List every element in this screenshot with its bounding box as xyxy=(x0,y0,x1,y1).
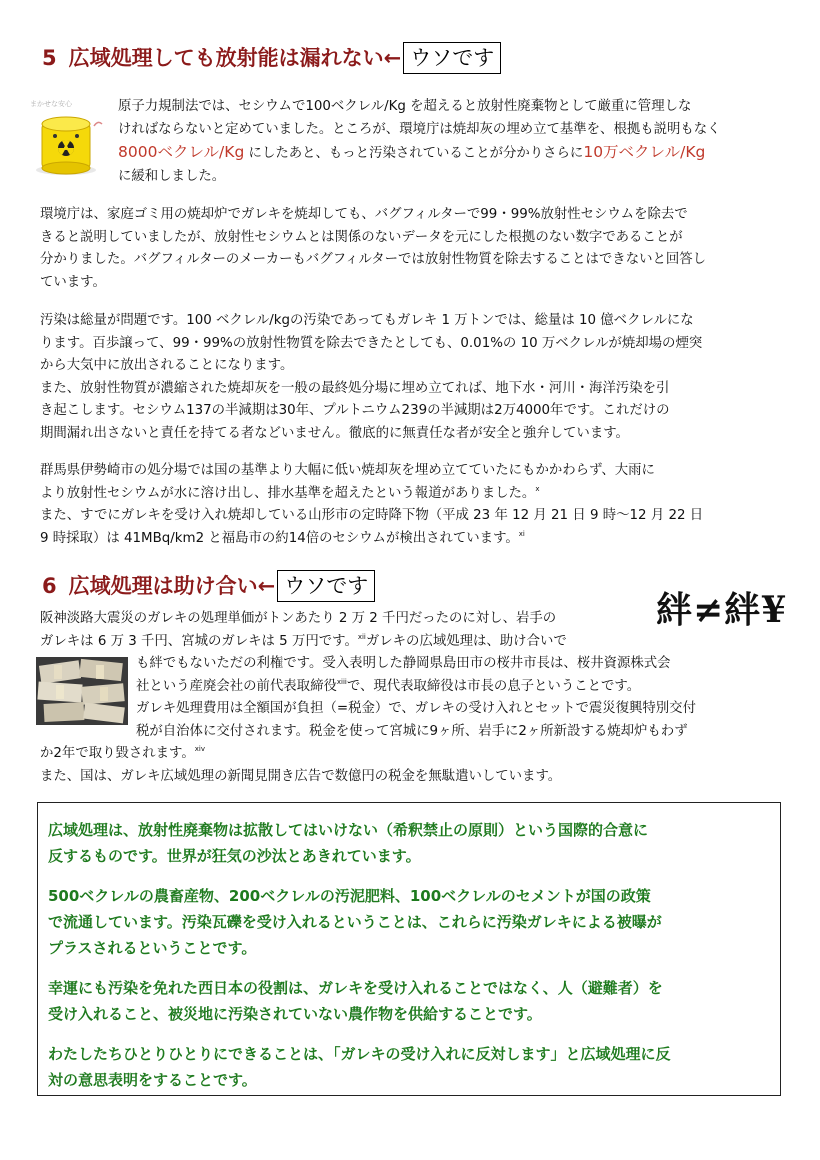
text-line xyxy=(40,743,800,766)
text-line: も絆でもないただの利権です。受入表明した静岡県島田市の桜井市長は、桜井資源株式会 xyxy=(136,656,671,671)
footnote-marker: xi xyxy=(518,529,525,538)
section-6-heading xyxy=(42,570,375,602)
text-line: き起こします。セシウム137の半減期は30年、プルトニウム239の半減期は2万4000年です。これだけの xyxy=(40,403,670,418)
radioactive-drum-mascot-icon xyxy=(28,96,108,178)
section-5-intro xyxy=(118,96,798,188)
text-fragment: で、現代表取締役は市長の息子ということです。 xyxy=(346,678,641,694)
text-fragment: か2年で取り毀されます。 xyxy=(40,746,195,761)
section-5-number: 5 xyxy=(42,46,57,70)
text-line: 広域処理は、放射性廃棄物は拡散してはいけない（希釈禁止の原則）という国際的合意に xyxy=(48,821,649,839)
text-line: 幸運にも汚染を免れた西日本の役割は、ガレキを受け入れることではなく、人（避難者）を xyxy=(48,979,663,997)
text-line: 対の意思表明をすることです。 xyxy=(48,1071,257,1089)
section-5-heading xyxy=(42,42,501,74)
text-line: 反するものです。世界が狂気の沙汰とあきれています。 xyxy=(48,847,421,865)
section-5-uso-label: ウソです xyxy=(403,42,501,74)
text-line: 環境庁は、家庭ゴミ用の焼却炉でガレキを焼却しても、バグフィルターで99・99%放射性セシウムを除去で xyxy=(40,207,688,222)
text-line: ります。百歩譲って、99・99%の放射性物質を除去できたとしても、0.01%の 10 万ベクレルが焼却場の煙突 xyxy=(40,335,703,351)
section-6-paragraph-wrapped xyxy=(136,653,800,743)
section-5-total-amount-paragraph xyxy=(40,310,800,445)
section-5-report-paragraph xyxy=(40,460,800,550)
section-5-bagfilter-paragraph xyxy=(40,204,800,294)
highlight-8000-bq: 8000ベクレル/Kg xyxy=(118,143,245,161)
text-line xyxy=(118,141,798,166)
text-line xyxy=(136,676,800,699)
text-line: プラスされるということです。 xyxy=(48,939,257,957)
text-line: 阪神淡路大震災のガレキの処理単価がトンあたり 2 万 2 千円だったのに対し、岩手の xyxy=(40,611,557,626)
text-line: 群馬県伊勢崎市の処分場では国の基準より大幅に低い焼却灰を埋め立てていたにもかかわらず、大雨に xyxy=(40,463,655,478)
footnote-marker: x xyxy=(535,484,540,493)
mascot-caption: まかせな安心 xyxy=(30,100,72,108)
text-line xyxy=(40,631,640,654)
text-line xyxy=(40,483,800,506)
text-fragment: ガレキは 6 万 3 千円、宮城のガレキは 5 万円です。 xyxy=(40,633,358,649)
highlight-100000-bq: 10万ベクレル/Kg xyxy=(583,143,706,161)
summary-paragraph-action xyxy=(48,1041,776,1093)
text-line: また、放射性物質が濃縮された焼却灰を一般の最終処分場に埋め立てれば、地下水・河川・海洋汚染を引 xyxy=(40,380,670,396)
section-6-number: 6 xyxy=(42,574,57,598)
text-line: ています。 xyxy=(40,274,106,290)
text-fragment: ガレキの広域処理は、助け合いで xyxy=(365,633,567,649)
text-line: 受け入れること、被災地に汚染されていない農作物を供給することです。 xyxy=(48,1005,542,1023)
kizuna-not-equal-yen-slogan: 絆≠絆¥ xyxy=(656,589,788,631)
money-bundles-photo-icon xyxy=(36,657,128,725)
footnote-marker: xii xyxy=(357,632,366,641)
summary-box xyxy=(37,802,781,1096)
footnote-marker: xiv xyxy=(194,745,205,753)
section-6-paragraph-top xyxy=(40,608,640,653)
text-line: また、すでにガレキを受け入れ焼却している山形市の定時降下物（平成 23 年 12 月 21 日 9 時～12 月 22 日 xyxy=(40,508,704,523)
text-line: 原子力規制法では、セシウムで100ベクレル/Kg を超えると放射性廃棄物として厳重に管理しな xyxy=(118,99,692,114)
footnote-marker: xiii xyxy=(336,677,347,686)
text-fragment: より放射性セシウムが水に溶け出し、排水基準を超えたという報道がありました。 xyxy=(40,485,536,501)
summary-paragraph-dilution xyxy=(48,817,776,869)
text-line: わたしたちひとりひとりにできることは、「ガレキの受け入れに反対します」と広域処理に反 xyxy=(48,1045,671,1063)
text-line: で流通しています。汚染瓦礫を受け入れるということは、これらに汚染ガレキによる被曝が xyxy=(48,913,662,931)
text-line: に緩和しました。 xyxy=(118,168,226,184)
text-line: 期間漏れ出さないと責任を持てる者などいません。徹底的に無責任な者が安全と強弁しています。 xyxy=(40,425,629,441)
text-fragment: 9 時採取）は 41MBq/km2 と福島市の約14倍のセシウムが検出されています。 xyxy=(40,530,519,546)
text-fragment: にしたあと、もっと汚染されていることが分かりさらに xyxy=(244,146,584,161)
section-5-title: 広域処理しても放射能は漏れない← xyxy=(68,46,402,70)
section-6-title: 広域処理は助け合い← xyxy=(68,574,276,598)
text-line: ガレキ処理費用は全額国が負担（=税金）で、ガレキの受け入れとセットで震災復興特別交付 xyxy=(136,701,696,716)
text-line: 税が自治体に交付されます。税金を使って宮城に9ヶ所、岩手に2ヶ所新設する焼却炉もわず xyxy=(136,723,688,739)
summary-paragraph-distribution xyxy=(48,883,776,961)
text-line: 分かりました。バグフィルターのメーカーもバグフィルターでは放射性物質を除去することはできないと回答し xyxy=(40,252,707,267)
section-6-paragraph-bottom xyxy=(40,743,800,788)
text-line: きると説明していましたが、放射性セシウムとは関係のないデータを元にした根拠のない数字であることが xyxy=(40,229,683,245)
text-line xyxy=(40,528,800,551)
text-line: から大気中に放出されることになります。 xyxy=(40,358,294,373)
text-line: また、国は、ガレキ広域処理の新聞見開き広告で数億円の税金を無駄遣いしています。 xyxy=(40,768,562,784)
text-line: 500ベクレルの農畜産物、200ベクレルの汚泥肥料、100ベクレルのセメントが国の政策 xyxy=(48,887,651,905)
summary-paragraph-west-japan xyxy=(48,975,776,1027)
section-6-uso-label: ウソです xyxy=(277,570,375,602)
text-line: ければならないと定めていました。ところが、環境庁は焼却灰の埋め立て基準を、根拠も説明もなく xyxy=(118,121,721,137)
text-line: 汚染は総量が問題です。100 ベクレル/kgの汚染であってもガレキ 1 万トンでは、総量は 10 億ベクレルにな xyxy=(40,313,694,328)
text-fragment: 社という産廃会社の前代表取締役 xyxy=(136,678,337,694)
